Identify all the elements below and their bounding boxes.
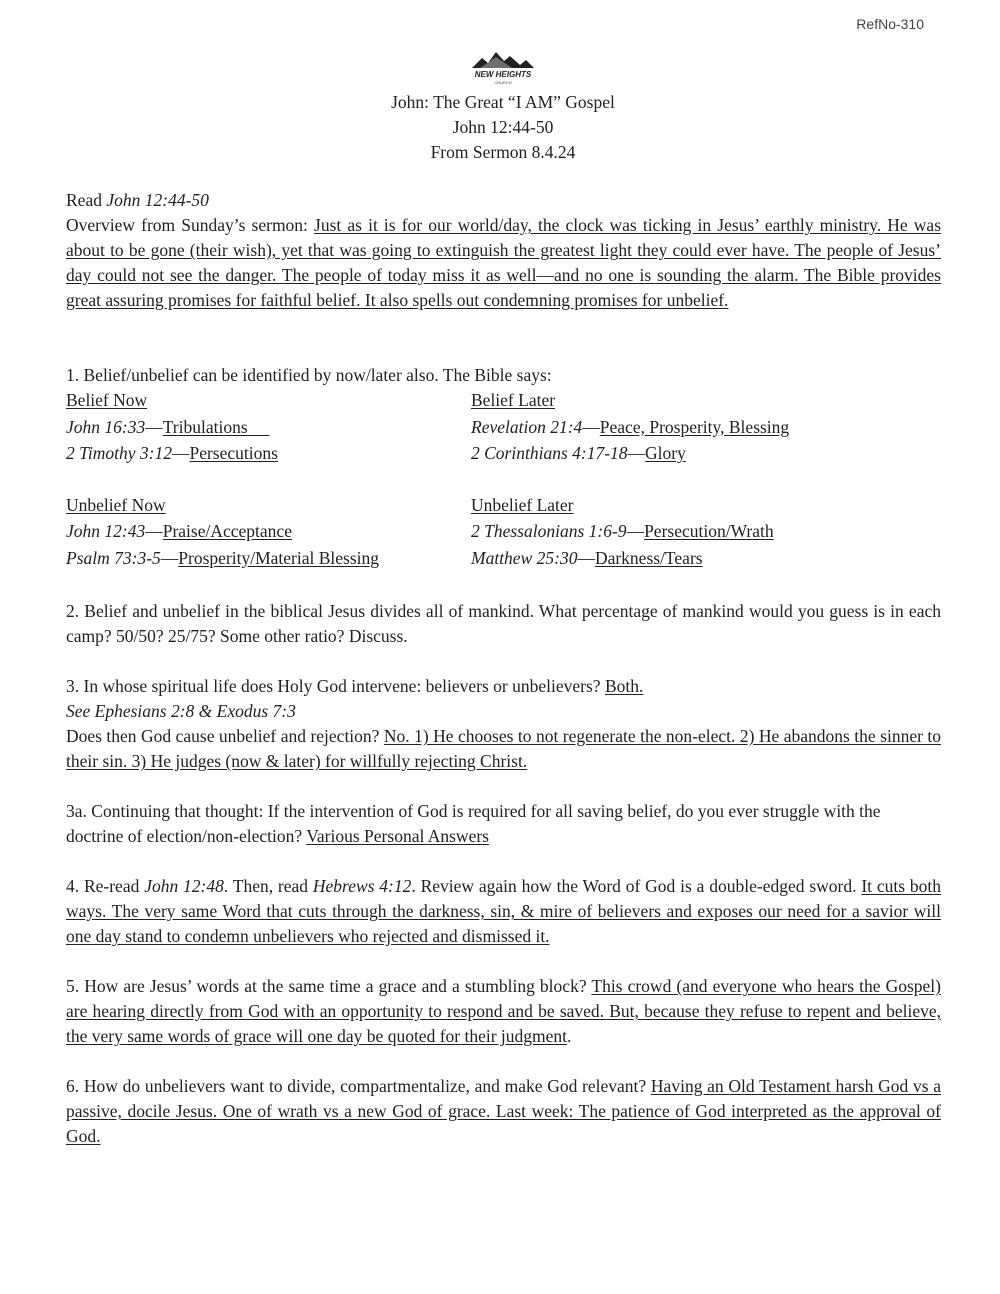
unbelief-later-heading: Unbelief Later bbox=[471, 494, 574, 515]
belief-table bbox=[66, 388, 941, 468]
q3a-answer: Various Personal Answers bbox=[306, 826, 489, 846]
reference-number: RefNo-310 bbox=[856, 16, 924, 32]
overview-paragraph: Overview from Sunday’s sermon: Just as it is for our world/day, the clock was ticking in Jesus’ earthly ministry. He was about to be gone (their wish), yet that was going to extinguish the greatest light they could ever have. The people of Jesus’ day could not see the danger. The people of today miss it as well—and no one is sounding the alarm. The Bible provides great assuring promises for faithful belief. It also spells out condemning promises for unbelief. bbox=[66, 215, 941, 310]
q3-see-reference: See Ephesians 2:8 & Exodus 7:3 bbox=[66, 701, 296, 721]
page-passage: John 12:44-50 bbox=[452, 117, 554, 137]
unbelief-now-item: Psalm 73:3-5—Prosperity/Material Blessing bbox=[66, 547, 380, 568]
q5-answer: This crowd (and everyone who hears the Gospel) are hearing directly from God with an opportunity to respond and be saved. But, because they refuse to repent and believe, the very same words of grace will one day be quoted for their judgment bbox=[66, 976, 941, 1046]
overview-answer: Just as it is for our world/day, the clock was ticking in Jesus’ earthly ministry. He was about to be gone (their wish), yet that was going to extinguish the greatest light they could ever have. The people of Jesus’ day could not see the danger. The people of today miss it as well—and no one is sounding the alarm. The Bible provides great assuring promises for faithful belief. It also spells out condemning promises for unbelief. bbox=[66, 215, 941, 310]
page-title: John: The Great “I AM” Gospel bbox=[391, 92, 615, 112]
q3-question: 3. In whose spiritual life does Holy God intervene: believers or unbelievers? Both. bbox=[66, 676, 644, 696]
belief-later-item: 2 Corinthians 4:17-18—Glory bbox=[471, 443, 686, 463]
q3a-paragraph: 3a. Continuing that thought: If the intervention of God is required for all saving belief, do you ever struggle with the doctrine of election/non-election? Various Personal Answers bbox=[66, 801, 881, 846]
unbelief-now-heading: Unbelief Now bbox=[66, 494, 166, 515]
q2-paragraph: 2. Belief and unbelief in the biblical Jesus divides all of mankind. What percentage of mankind would you guess is in each camp? 50/50? 25/75? Some other ratio? Discuss. bbox=[66, 601, 941, 646]
read-line: Read John 12:44-50 bbox=[66, 190, 209, 210]
q3-followup: Does then God cause unbelief and rejection? No. 1) He chooses to not regenerate the non-elect. 2) He abandons the sinner to their sin. 3) He judges (now & later) for willfully rejecting Christ. bbox=[66, 726, 941, 771]
belief-later-heading: Belief Later bbox=[471, 390, 556, 410]
q3-followup-answer: No. 1) He chooses to not regenerate the non-elect. 2) He abandons the sinner to their sin. 3) He judges (now & later) for willfully rejecting Christ. bbox=[66, 726, 941, 771]
q4-answer: It cuts both ways. The very same Word that cuts through the darkness, sin, & mire of believers and exposes our need for a savior will one day stand to condemn unbelievers who rejected and dismissed it. bbox=[66, 876, 941, 946]
logo-text: NEW HEIGHTS bbox=[474, 70, 532, 79]
read-reference: John 12:44-50 bbox=[106, 190, 209, 210]
belief-later-item: Revelation 21:4—Peace, Prosperity, Blessing bbox=[471, 416, 790, 437]
unbelief-table bbox=[66, 493, 941, 573]
page-header bbox=[0, 90, 1000, 165]
belief-now-item: 2 Timothy 3:12—Persecutions bbox=[66, 443, 278, 463]
q5-paragraph: 5. How are Jesus’ words at the same time a grace and a stumbling block? This crowd (and everyone who hears the Gospel) are hearing directly from God with an opportunity to respond and be saved. But, because they refuse to repent and believe, the very same words of grace will one day be quoted for their judgment. bbox=[66, 976, 941, 1046]
q6-answer: Having an Old Testament harsh God vs a passive, docile Jesus. One of wrath vs a new God of grace. Last week: The patience of God interpreted as the approval of God. bbox=[66, 1076, 941, 1146]
q3-answer: Both. bbox=[604, 676, 644, 696]
unbelief-now-item: John 12:43—Praise/Acceptance bbox=[66, 521, 292, 541]
belief-now-heading: Belief Now bbox=[66, 390, 148, 410]
q6-paragraph: 6. How do unbelievers want to divide, compartmentalize, and make God relevant? Having an Old Testament harsh God vs a passive, docile Jesus. One of wrath vs a new God of grace. Last week: The patience of God interpreted as the approval of God. bbox=[66, 1076, 941, 1146]
q1-intro: 1. Belief/unbelief can be identified by now/later also. The Bible says: bbox=[66, 365, 552, 385]
study-content bbox=[66, 188, 941, 1149]
unbelief-later-item: 2 Thessalonians 1:6-9—Persecution/Wrath bbox=[471, 521, 774, 541]
belief-now-item: John 16:33—Tribulations bbox=[66, 416, 248, 437]
new-heights-logo bbox=[470, 48, 536, 86]
logo-subtext: CHURCH bbox=[494, 80, 512, 85]
q4-paragraph: 4. Re-read John 12:48. Then, read Hebrews 4:12. Review again how the Word of God is a double-edged sword. It cuts both ways. The very same Word that cuts through the darkness, sin, & mire of believers and exposes our need for a savior will one day stand to condemn unbelievers who rejected and dismissed it. bbox=[66, 876, 941, 946]
page-sermon-date: From Sermon 8.4.24 bbox=[430, 142, 576, 162]
unbelief-later-item: Matthew 25:30—Darkness/Tears bbox=[471, 547, 703, 568]
